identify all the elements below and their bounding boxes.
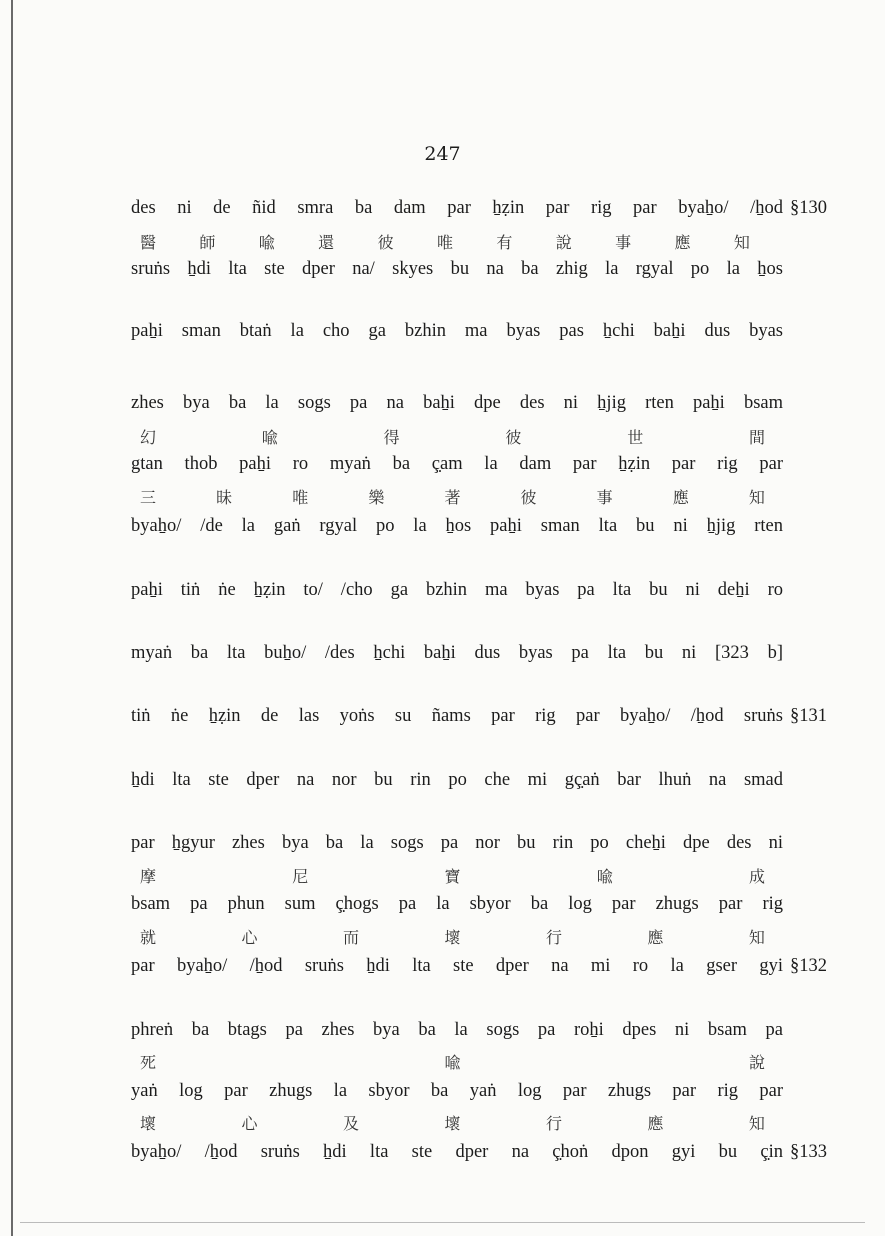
gloss-char: 彼 — [505, 428, 522, 447]
gloss-char: 心 — [241, 928, 258, 947]
gloss-row — [140, 425, 765, 448]
text-line: yaṅ log par zhugs la sbyor ba yaṅ log par zhugs par rig par — [131, 1081, 783, 1101]
bottom-edge — [20, 1222, 865, 1223]
gloss-char: 世 — [627, 428, 644, 447]
text-line: zhes bya ba la sogs pa na baẖi dpe des ni ẖjig rten paẖi bsam — [131, 393, 783, 413]
gloss-char: 死 — [140, 1053, 157, 1072]
gloss-char: 說 — [748, 1053, 765, 1072]
text-line: phreṅ ba btags pa zhes bya ba la sogs pa roẖi dpes ni bsam pa — [131, 1020, 783, 1040]
gloss-char: 而 — [342, 928, 359, 947]
gloss-row — [140, 485, 765, 508]
gloss-char: 間 — [748, 428, 765, 447]
gloss-char: 醫 — [140, 233, 157, 252]
gloss-char: 有 — [496, 233, 513, 252]
page-number: 247 — [424, 143, 461, 165]
gloss-char: 昧 — [216, 488, 233, 507]
gloss-char: 壞 — [140, 1114, 157, 1133]
gloss-char: 摩 — [140, 867, 157, 886]
gloss-char: 說 — [555, 233, 572, 252]
text-line: paẖi sman btaṅ la cho ga bzhin ma byas pas ẖchi baẖi dus byas — [131, 321, 783, 341]
section-mark: §130 — [790, 198, 827, 218]
gloss-char: 喩 — [444, 1053, 461, 1072]
text-line: myaṅ ba lta buẖo/ /des ẖchi baẖi dus byas pa lta bu ni [323 b] — [131, 643, 783, 663]
gloss-char: 三 — [140, 488, 157, 507]
gloss-char: 彼 — [377, 233, 394, 252]
gloss-char: 著 — [444, 488, 461, 507]
gloss-char: 應 — [647, 928, 664, 947]
gloss-char: 喩 — [261, 428, 278, 447]
text-line: paẖi tiṅ ṅe ẖẓin to/ /cho ga bzhin ma byas pa lta bu ni deẖi ro — [131, 580, 783, 600]
gloss-char: 行 — [545, 1114, 562, 1133]
gloss-char: 師 — [199, 233, 216, 252]
gloss-char: 唯 — [292, 488, 309, 507]
gloss-char: 心 — [241, 1114, 258, 1133]
text-line: sruṅs ẖdi lta ste dper na/ skyes bu na ba zhig la rgyal po la ẖos — [131, 259, 783, 279]
gloss-row — [140, 230, 750, 253]
gloss-char: 壞 — [444, 928, 461, 947]
gloss-char: 喩 — [596, 867, 613, 886]
gloss-row — [140, 1050, 765, 1073]
gloss-row — [140, 1111, 765, 1134]
gloss-char: 喩 — [258, 233, 275, 252]
text-line: bsam pa phun sum ç̣hogs pa la sbyor ba log par zhugs par rig — [131, 894, 783, 914]
gloss-char: 應 — [674, 233, 691, 252]
text-line: par ẖgyur zhes bya ba la sogs pa nor bu rin po cheẖi dpe des ni — [131, 833, 783, 853]
gloss-char: 壞 — [444, 1114, 461, 1133]
text-line: des ni de ñid smra ba dam par ẖẓin par rig par byaẖo/ /ẖod — [131, 198, 783, 218]
gloss-char: 知 — [748, 1114, 765, 1133]
gloss-char: 事 — [596, 488, 613, 507]
section-mark: §133 — [790, 1142, 827, 1162]
gloss-char: 還 — [318, 233, 335, 252]
gloss-row — [140, 925, 765, 948]
gloss-char: 行 — [545, 928, 562, 947]
gloss-char: 彼 — [520, 488, 537, 507]
text-line: byaẖo/ /ẖod sruṅs ẖdi lta ste dper na ç̣hoṅ dpon gyi bu ç̣in — [131, 1142, 783, 1162]
gloss-char: 樂 — [368, 488, 385, 507]
text-line: par byaẖo/ /ẖod sruṅs ẖdi lta ste dper na mi ro la gser gyi — [131, 956, 783, 976]
gloss-char: 事 — [615, 233, 632, 252]
gloss-row — [140, 864, 765, 887]
gloss-char: 尼 — [292, 867, 309, 886]
gloss-char: 唯 — [436, 233, 453, 252]
page-gutter-edge — [11, 0, 13, 1236]
text-line: byaẖo/ /de la gaṅ rgyal po la ẖos paẖi sman lta bu ni ẖjig rten — [131, 516, 783, 536]
gloss-char: 得 — [383, 428, 400, 447]
text-line: ẖdi lta ste dper na nor bu rin po che mi gç̣aṅ bar lhuṅ na smad — [131, 770, 783, 790]
gloss-char: 知 — [733, 233, 750, 252]
gloss-char: 及 — [342, 1114, 359, 1133]
section-mark: §132 — [790, 956, 827, 976]
text-line: gtan thob paẖi ro myaṅ ba ç̣am la dam par ẖẓin par rig par — [131, 454, 783, 474]
gloss-char: 知 — [748, 488, 765, 507]
gloss-char: 就 — [140, 928, 157, 947]
section-mark: §131 — [790, 706, 827, 726]
gloss-char: 寶 — [444, 867, 461, 886]
gloss-char: 應 — [672, 488, 689, 507]
gloss-char: 知 — [748, 928, 765, 947]
gloss-char: 成 — [748, 867, 765, 886]
text-line: tiṅ ṅe ẖẓin de las yoṅs su ñams par rig par byaẖo/ /ẖod sruṅs — [131, 706, 783, 726]
gloss-char: 幻 — [140, 428, 157, 447]
gloss-char: 應 — [647, 1114, 664, 1133]
